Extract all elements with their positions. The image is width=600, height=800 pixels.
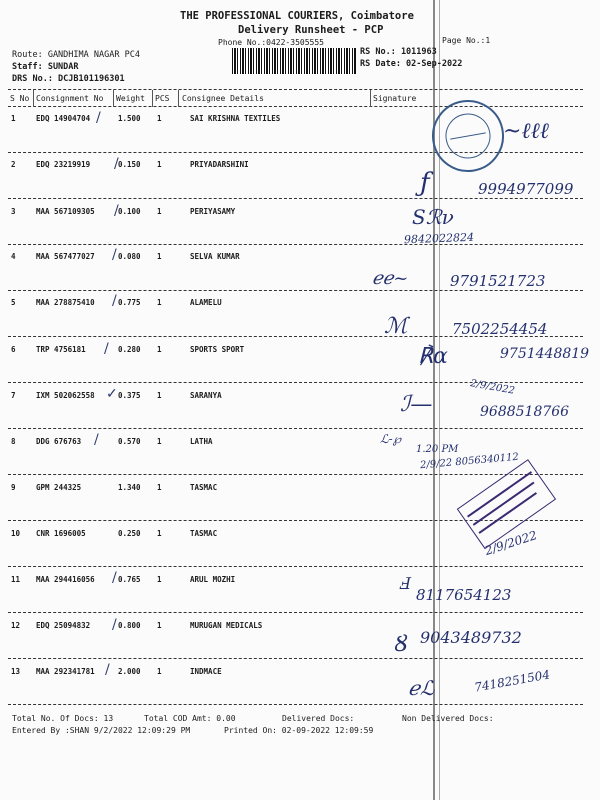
col-consignment: Consignment No [36, 94, 104, 103]
check-mark: / [112, 247, 117, 263]
table-row [0, 298, 600, 314]
handwritten-phone: 9842022824 [403, 230, 475, 247]
row-rule [8, 428, 583, 429]
row-sno: 3 [11, 207, 16, 216]
row-rule [8, 658, 583, 659]
check-mark: / [112, 293, 117, 309]
row-weight: 0.765 [118, 575, 141, 584]
row-weight: 1.340 [118, 483, 141, 492]
printed-on: Printed On: 02-09-2022 12:09:59 [224, 726, 374, 735]
row-pcs: 1 [157, 667, 162, 676]
row-sno: 1 [11, 114, 16, 123]
signature-scribble: Sℛν [412, 205, 454, 229]
handwritten-phone: 9994977099 [478, 180, 574, 198]
row-consignee: SPORTS SPORT [190, 345, 245, 354]
rs-date: RS Date: 02-Sep-2022 [360, 59, 463, 69]
signature-scribble: ~ℓℓℓ [503, 119, 549, 144]
signature-scribble: ℯℯ~ [372, 268, 409, 289]
check-mark: / [104, 341, 109, 357]
header-top-rule [8, 89, 583, 90]
handwritten-phone: 9791521723 [450, 272, 546, 290]
handwritten-date: 2/9/2022 [469, 378, 516, 397]
row-sno: 12 [11, 621, 21, 630]
check-mark: / [114, 203, 119, 219]
row-pcs: 1 [157, 207, 162, 216]
check-mark: / [96, 110, 101, 126]
seal-icon [429, 97, 508, 176]
row-consignment: EDQ 14904704 [36, 114, 91, 123]
row-consignment: MAA 567109305 [36, 207, 95, 216]
total-cod: Total COD Amt: 0.00 [144, 714, 236, 723]
row-pcs: 1 [157, 160, 162, 169]
row-sno: 8 [11, 437, 16, 446]
col-pcs: PCS [155, 94, 170, 103]
table-row [0, 207, 600, 223]
row-consignment: MAA 278875410 [36, 298, 95, 307]
row-consignment: MAA 292341781 [36, 667, 95, 676]
row-consignee: MURUGAN MEDICALS [190, 621, 263, 630]
col-separator [152, 90, 153, 107]
signature-scribble: ℒ-℘ [380, 432, 402, 446]
row-rule [8, 290, 583, 291]
runsheet-title: Delivery Runsheet - PCP [238, 24, 384, 36]
signature-scribble: ℳ [384, 314, 408, 339]
phone-number: Phone No.:0422-3505555 [218, 38, 324, 47]
row-consignee: SELVA KUMAR [190, 252, 240, 261]
row-sno: 11 [11, 575, 21, 584]
row-pcs: 1 [157, 483, 162, 492]
col-separator [113, 90, 114, 107]
row-consignee: TASMAC [190, 529, 218, 538]
delivered-docs: Delivered Docs: [282, 714, 355, 723]
table-row [0, 160, 600, 176]
row-pcs: 1 [157, 575, 162, 584]
check-mark: / [105, 662, 110, 678]
row-pcs: 1 [157, 529, 162, 538]
non-delivered-docs: Non Delivered Docs: [402, 714, 494, 723]
row-weight: 0.100 [118, 207, 141, 216]
total-docs: Total No. Of Docs: 13 [12, 714, 114, 723]
row-weight: 0.150 [118, 160, 141, 169]
row-consignee: TASMAC [190, 483, 218, 492]
row-weight: 0.280 [118, 345, 141, 354]
row-weight: 0.250 [118, 529, 141, 538]
row-sno: 13 [11, 667, 21, 676]
signature-scribble: Ⅎ [400, 574, 412, 593]
col-consignee: Consignee Details [182, 94, 264, 103]
table-row [0, 252, 600, 268]
col-signature: Signature [373, 94, 417, 103]
row-consignee: SARANYA [190, 391, 222, 400]
row-sno: 6 [11, 345, 16, 354]
row-consignment: EDQ 25094832 [36, 621, 91, 630]
entered-by: Entered By :SHAN 9/2/2022 12:09:29 PM [12, 726, 191, 735]
row-sno: 7 [11, 391, 16, 400]
check-mark: / [114, 156, 119, 172]
row-pcs: 1 [157, 252, 162, 261]
row-weight: 0.800 [118, 621, 141, 630]
row-consignment: CNR 1696005 [36, 529, 86, 538]
company-title: THE PROFESSIONAL COURIERS, Coimbatore [180, 10, 414, 22]
handwritten-phone: 9688518766 [480, 404, 570, 420]
row-consignment: EDQ 23219919 [36, 160, 91, 169]
row-weight: 2.000 [118, 667, 141, 676]
row-weight: 0.570 [118, 437, 141, 446]
row-consignee: INDMACE [190, 667, 222, 676]
row-sno: 9 [11, 483, 16, 492]
page-number: Page No.:1 [442, 36, 491, 45]
signature-scribble: Ȣ [395, 632, 408, 657]
check-mark: / [112, 570, 117, 586]
row-sno: 5 [11, 298, 16, 307]
row-consignment: IXM 502062558 [36, 391, 95, 400]
row-rule [8, 198, 583, 199]
row-pcs: 1 [157, 114, 162, 123]
row-consignment: MAA 294416056 [36, 575, 95, 584]
signature-scribble: ƒ [420, 168, 430, 198]
row-consignment: MAA 567477027 [36, 252, 95, 261]
signature-scribble: ℯℒ [408, 676, 435, 700]
row-weight: 1.500 [118, 114, 141, 123]
handwritten-phone: 8117654123 [416, 586, 512, 604]
drs-number: DRS No.: DCJB101196301 [12, 74, 125, 84]
col-sno: S No [10, 94, 30, 103]
row-consignee: LATHA [190, 437, 213, 446]
row-pcs: 1 [157, 298, 162, 307]
row-consignee: PERIYASAMY [190, 207, 236, 216]
table-row [0, 437, 600, 453]
row-consignee: ALAMELU [190, 298, 222, 307]
row-sno: 2 [11, 160, 16, 169]
row-rule [8, 244, 583, 245]
check-mark: / [112, 617, 117, 633]
row-consignment: DDG 676763 [36, 437, 82, 446]
company-seal-stamp [426, 94, 509, 177]
rs-number: RS No.: 1011963 [360, 47, 437, 57]
row-rule [8, 704, 583, 705]
barcode [232, 48, 356, 74]
handwritten-time: 1.20 PM [416, 444, 459, 455]
row-pcs: 1 [157, 391, 162, 400]
row-weight: 0.080 [118, 252, 141, 261]
handwritten-phone: 9043489732 [420, 628, 522, 647]
col-separator [370, 90, 371, 107]
row-consignee: SAI KRISHNA TEXTILES [190, 114, 281, 123]
handwritten-date: 2/9/2022 [483, 528, 539, 558]
row-rule [8, 612, 583, 613]
row-sno: 10 [11, 529, 21, 538]
col-weight: Weight [116, 94, 145, 103]
handwritten-phone: 7502254454 [452, 320, 548, 338]
col-separator [33, 90, 34, 107]
route: Route: GANDHIMA NAGAR PC4 [12, 50, 140, 60]
handwritten-phone: 2/9/22 8056340112 [419, 451, 520, 472]
row-consignment: GPM 244325 [36, 483, 82, 492]
handwritten-phone: 9751448819 [500, 346, 590, 362]
row-pcs: 1 [157, 345, 162, 354]
row-rule [8, 566, 583, 567]
row-weight: 0.375 [118, 391, 141, 400]
row-weight: 0.775 [118, 298, 141, 307]
row-pcs: 1 [157, 621, 162, 630]
check-mark: ✓ [106, 386, 118, 402]
row-consignment: TRP 4756181 [36, 345, 86, 354]
handwritten-phone: 7418251504 [473, 667, 551, 695]
row-sno: 4 [11, 252, 16, 261]
signature-scribble: ℟α [418, 344, 448, 369]
col-separator [178, 90, 179, 107]
row-pcs: 1 [157, 437, 162, 446]
row-consignee: ARUL MOZHI [190, 575, 236, 584]
check-mark: / [94, 432, 99, 448]
signature-scribble: ℐ— [400, 392, 433, 417]
row-consignee: PRIYADARSHINI [190, 160, 249, 169]
staff: Staff: SUNDAR [12, 62, 79, 72]
